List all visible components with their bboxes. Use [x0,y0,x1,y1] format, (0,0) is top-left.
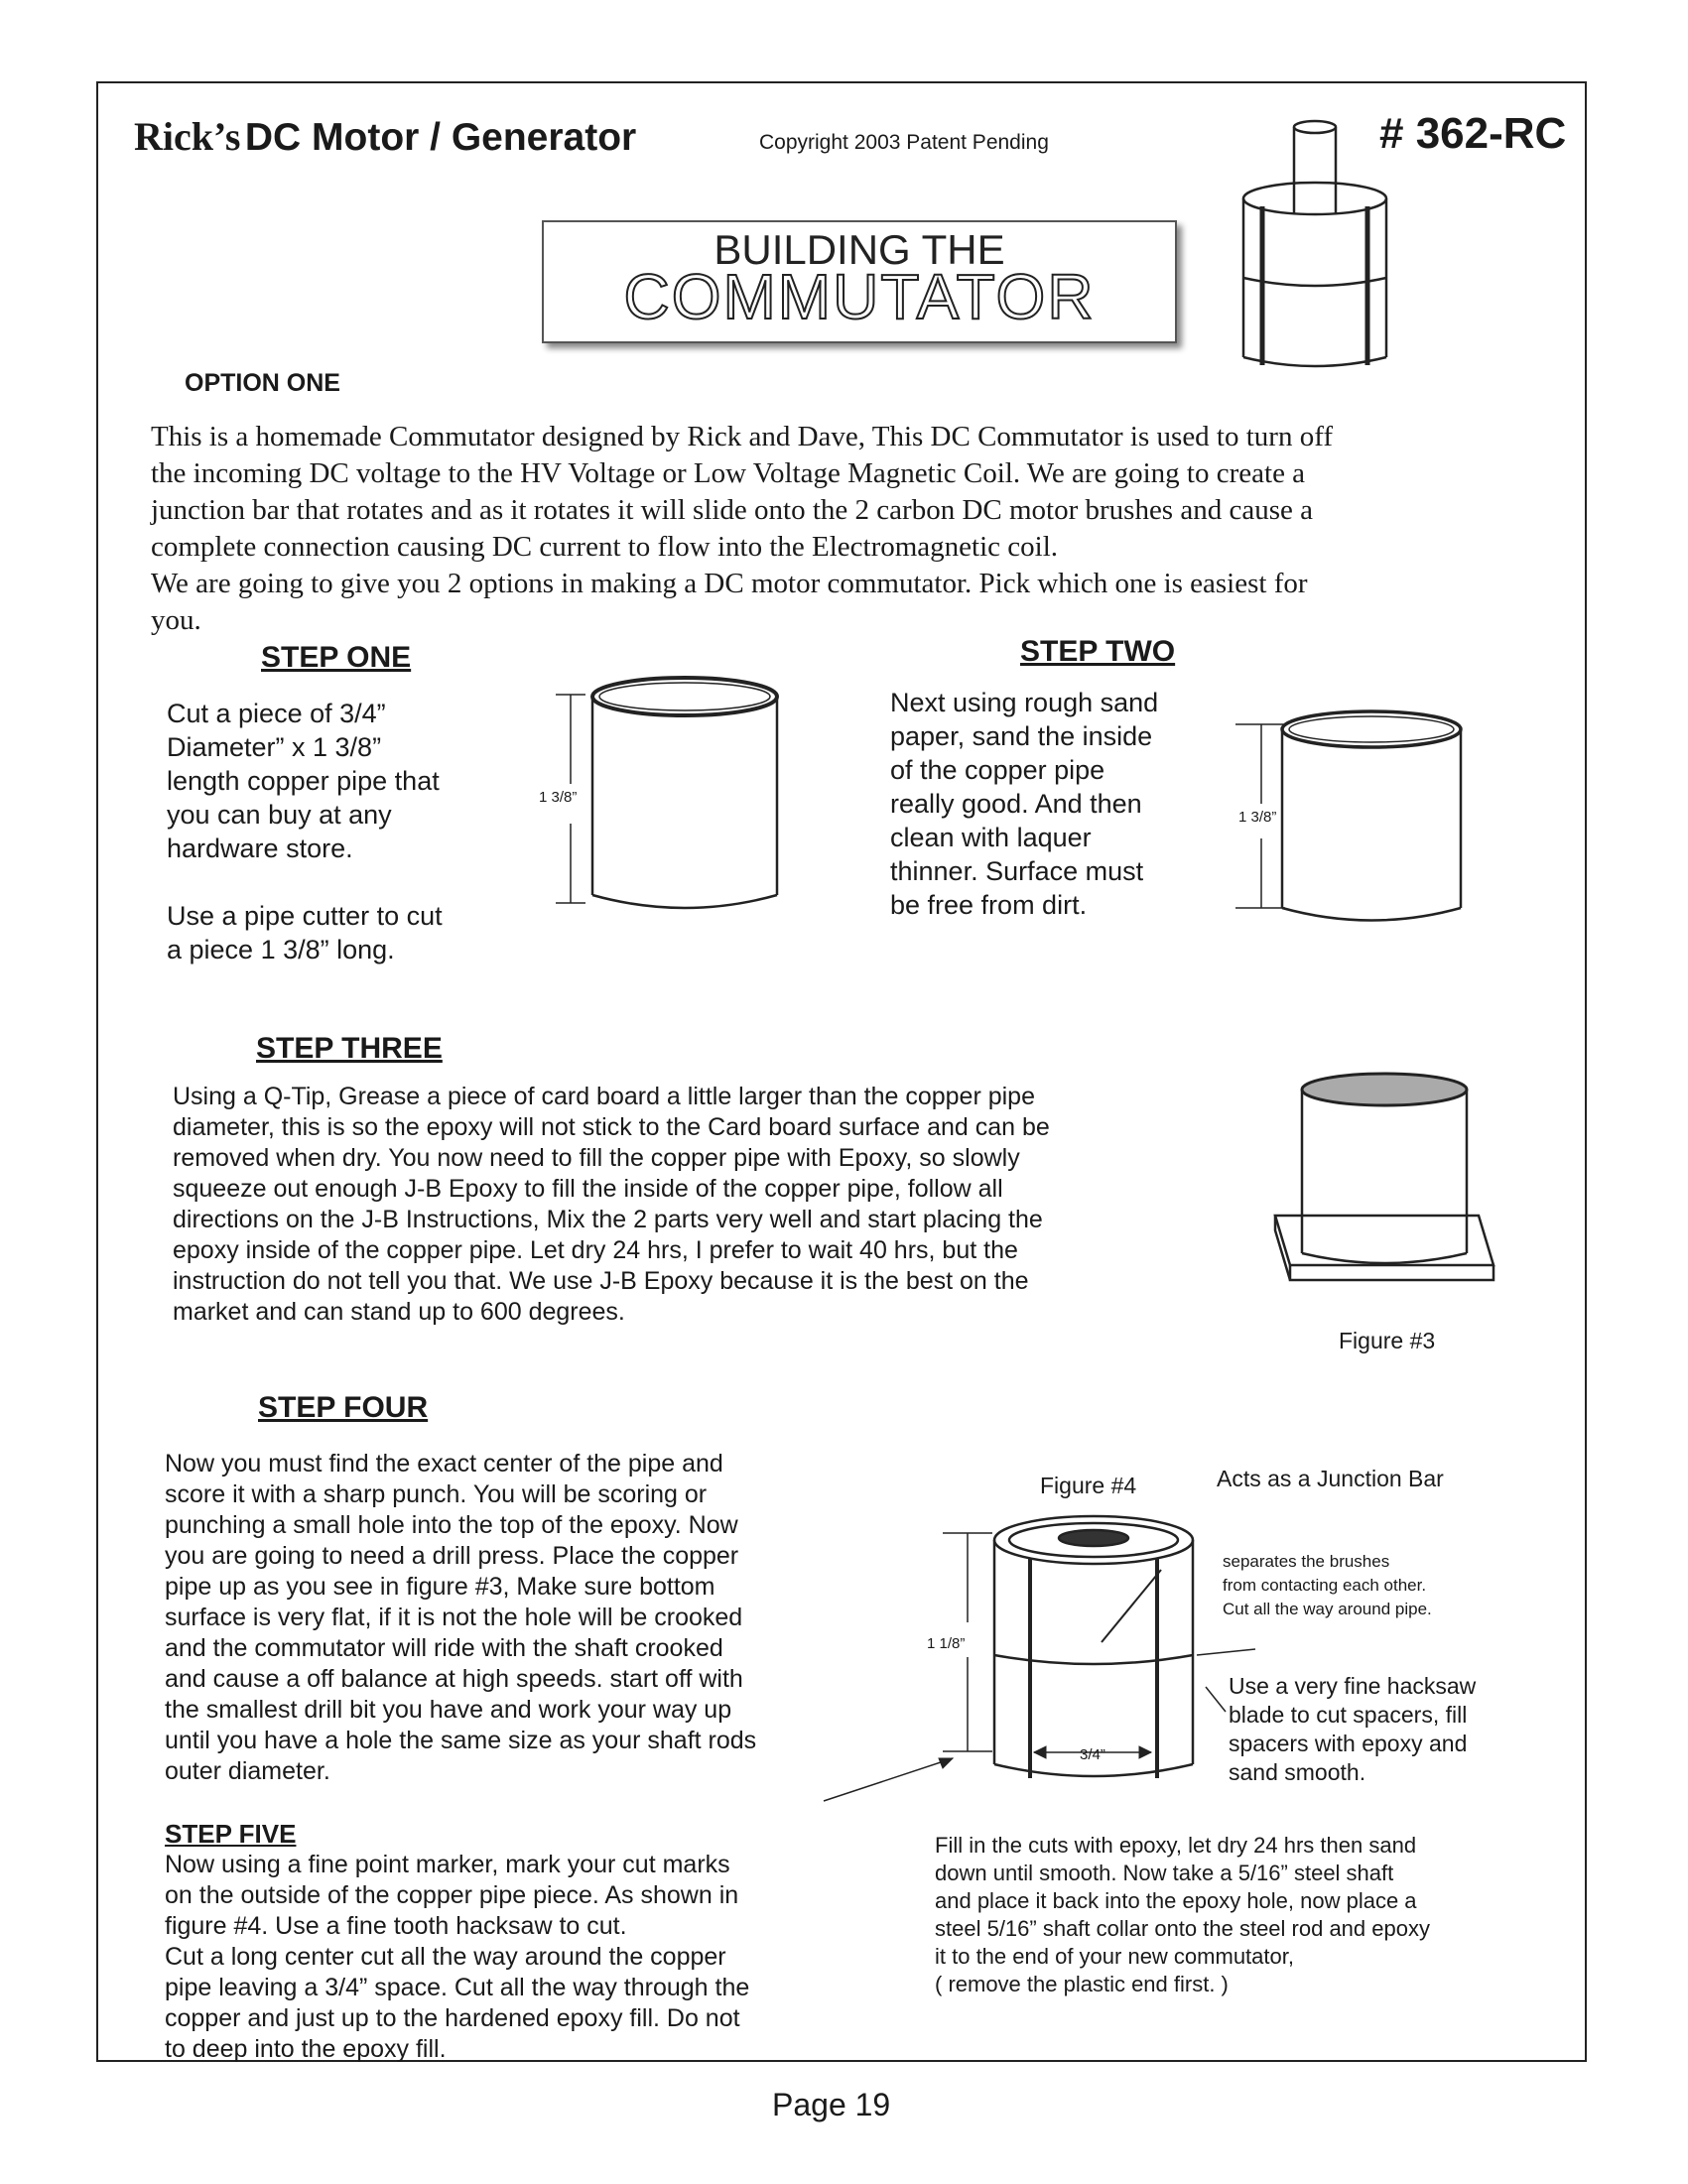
fill-note-line: Fill in the cuts with epoxy, let dry 24 hrs then sand [935,1833,1417,1858]
step-four-heading: STEP FOUR [258,1391,429,1424]
step-one-line: hardware store. [167,834,353,863]
part-number: # 362-RC [1379,109,1567,158]
step-two-text [890,686,1158,922]
separates-line: separates the brushes [1223,1552,1390,1571]
separates-line: Cut all the way around pipe. [1223,1600,1432,1618]
step-one-line: Use a pipe cutter to cut [167,901,443,931]
step-two-line: really good. And then [890,789,1142,819]
figure-4-label: Figure #4 [1040,1473,1137,1498]
step-three-line: epoxy inside of the copper pipe. Let dry 24 hrs, I prefer to wait 40 hrs, but the [173,1236,1018,1264]
junction-bar-label: Acts as a Junction Bar [1217,1466,1444,1491]
hacksaw-line: Use a very fine hacksaw [1229,1673,1477,1699]
step-three-line: directions on the J-B Instructions, Mix the 2 parts very well and start placing the [173,1206,1043,1233]
fill-note-line: it to the end of your new commutator, [935,1944,1294,1969]
step-four-line: the smallest drill bit you have and work your way up [165,1696,732,1724]
hacksaw-line: sand smooth. [1229,1759,1366,1785]
step-three-line: Using a Q-Tip, Grease a piece of card board a little larger than the copper pipe [173,1083,1035,1110]
step-four-line: you are going to need a drill press. Place the copper [165,1542,739,1570]
step-two-line: paper, sand the inside [890,721,1153,751]
step-two-line: clean with laquer [890,823,1092,852]
step-four-line: surface is very flat, if it is not the hole will be crooked [165,1604,743,1631]
intro-line: you. [151,604,201,636]
step-three-line: squeeze out enough J-B Epoxy to fill the inside of the copper pipe, follow all [173,1175,1003,1203]
hacksaw-line: spacers with epoxy and [1229,1731,1468,1756]
intro-line: junction bar that rotates and as it rotates it will slide onto the 2 carbon DC motor brushes and cause a [151,494,1313,526]
intro-paragraph [151,419,1540,639]
step-five-text [165,1850,749,2065]
intro-line: complete connection causing DC current to flow into the Electromagnetic coil. [151,531,1059,563]
figure-4-height-dimension: 1 1/8” [927,1635,966,1652]
figure-3-label: Figure #3 [1339,1328,1436,1353]
header-title [134,113,636,160]
step-one-heading: STEP ONE [261,641,412,674]
separates-note [1223,1550,1432,1621]
banner-line2: COMMUTATOR [623,261,1096,332]
step-four-line: until you have a hole the same size as your shaft rods [165,1727,757,1754]
step-two-dimension: 1 3/8” [1238,809,1277,826]
step-three-heading: STEP THREE [256,1032,443,1065]
step-two-line: of the copper pipe [890,755,1105,785]
step-five-line: Cut a long center cut all the way around the copper [165,1943,726,1971]
step-four-line: punching a small hole into the top of the epoxy. Now [165,1511,738,1539]
step-two-line: Next using rough sand [890,688,1159,717]
step-four-line: and cause a off balance at high speeds. start off with [165,1665,743,1693]
fill-note-line: steel 5/16” shaft collar onto the steel rod and epoxy [935,1916,1430,1941]
hacksaw-line: blade to cut spacers, fill [1229,1702,1468,1728]
step-four-text [165,1449,756,1787]
title-main: DC Motor / Generator [244,116,637,159]
step-four-line: outer diameter. [165,1757,330,1785]
title-banner [542,220,1177,343]
step-four-line: Now you must find the exact center of the pipe and [165,1450,723,1477]
step-one-line: a piece 1 3/8” long. [167,935,395,964]
step-one-line: Cut a piece of 3/4” [167,699,386,728]
page-number: Page 19 [772,2087,891,2122]
figure-3-illustration [1275,1070,1493,1318]
intro-line: This is a homemade Commutator designed by Rick and Dave, This DC Commutator is used to turn off [151,421,1333,452]
step-five-line: pipe leaving a 3/4” space. Cut all the way through the [165,1974,750,2001]
option-label: OPTION ONE [185,369,340,397]
step-five-line: copper and just up to the hardened epoxy fill. Do not [165,2004,740,2032]
step-three-line: diameter, this is so the epoxy will not stick to the Card board surface and can be [173,1113,1050,1141]
step-one-line: length copper pipe that [167,766,440,796]
step-one-dimension: 1 3/8” [539,789,578,806]
banner-line1: BUILDING THE [714,226,1005,273]
intro-line: the incoming DC voltage to the HV Voltage or Low Voltage Magnetic Coil. We are going to create a [151,457,1306,489]
step-four-line: and the commutator will ride with the shaft crooked [165,1634,723,1662]
step-three-line: market and can stand up to 600 degrees. [173,1298,625,1326]
step-five-line: on the outside of the copper pipe piece. As shown in [165,1881,739,1909]
step-five-line: figure #4. Use a fine tooth hacksaw to cut. [165,1912,627,1940]
figure-4-width-dimension: 3/4” [1080,1746,1105,1763]
step-three-line: removed when dry. You now need to fill the copper pipe with Epoxy, so slowly [173,1144,1020,1172]
copyright-text: Copyright 2003 Patent Pending [759,131,1049,154]
step-one-line: you can buy at any [167,800,392,830]
fill-note-line: and place it back into the epoxy hole, now place a [935,1888,1417,1913]
step-three-text [173,1082,1050,1328]
step-four-line: pipe up as you see in figure #3, Make sure bottom [165,1573,715,1601]
step-two-heading: STEP TWO [1020,635,1176,668]
step-three-line: instruction do not tell you that. We use J-B Epoxy because it is the best on the [173,1267,1029,1295]
step-two-line: be free from dirt. [890,890,1088,920]
step-five-heading: STEP FIVE [165,1819,297,1849]
separates-line: from contacting each other. [1223,1576,1427,1595]
step-five-line: Now using a fine point marker, mark your cut marks [165,1851,730,1878]
step-five-line: to deep into the epoxy fill. [165,2035,447,2063]
step-one-line: Diameter” x 1 3/8” [167,732,382,762]
fill-note-line: ( remove the plastic end first. ) [935,1972,1229,1996]
step-two-line: thinner. Surface must [890,856,1144,886]
fill-note [935,1832,1430,1998]
hacksaw-note [1229,1672,1476,1787]
commutator-header-illustration [1240,119,1389,367]
step-one-text [167,697,443,966]
fill-note-line: down until smooth. Now take a 5/16” steel shaft [935,1861,1394,1885]
title-rick: Rick’s [134,114,241,159]
step-four-line: score it with a sharp punch. You will be scoring or [165,1480,708,1508]
intro-line: We are going to give you 2 options in making a DC motor commutator. Pick which one is easiest for [151,568,1308,599]
